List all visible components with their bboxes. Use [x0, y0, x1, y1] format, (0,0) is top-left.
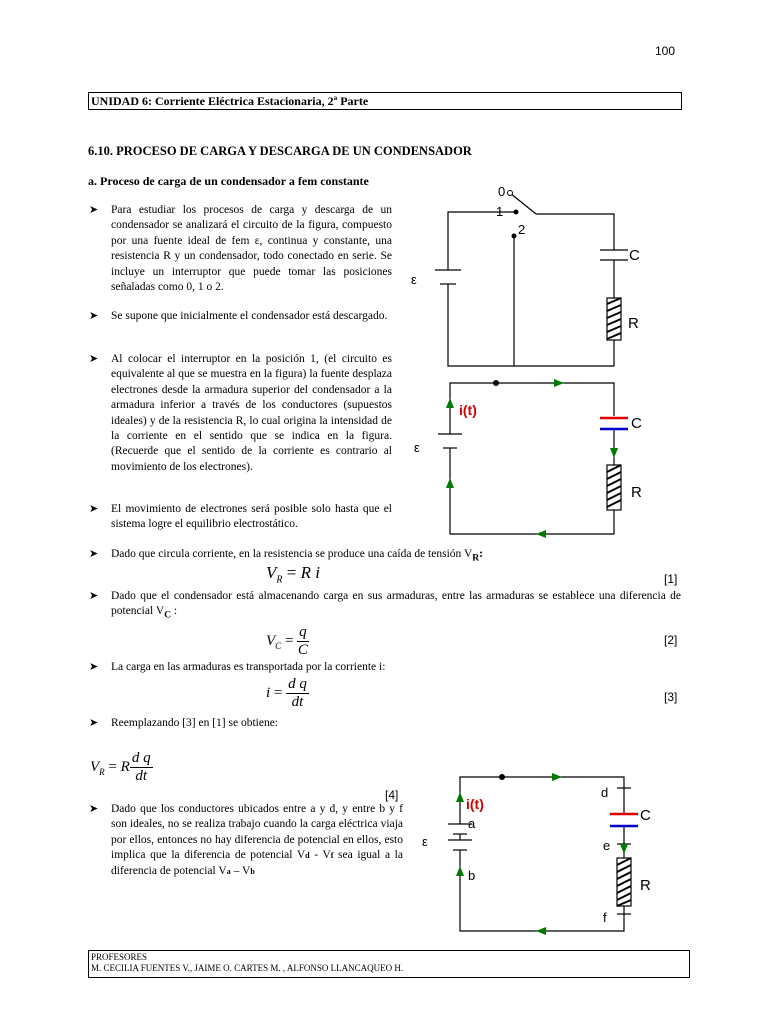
eq-symbol: =: [284, 632, 294, 649]
label-pos1: 1: [496, 204, 504, 219]
label-capacitor: C: [629, 247, 640, 264]
subscript: R: [472, 552, 480, 564]
equation-1-number: [1]: [664, 572, 678, 586]
label-a: a: [468, 816, 476, 831]
switch-contact-1: [514, 210, 519, 215]
bullet-4: [89, 502, 392, 533]
punct: :: [171, 605, 178, 618]
arrow-up-icon: [456, 792, 464, 802]
eq-symbol: R: [276, 574, 283, 586]
eq-symbol: =: [273, 684, 283, 701]
bullet-8: [89, 716, 681, 731]
eq-numerator: q: [299, 624, 307, 640]
switch-contact-2: [512, 234, 517, 239]
bullet-9: [89, 802, 403, 879]
label-d: d: [601, 785, 609, 800]
equation-3-number: [3]: [664, 690, 678, 704]
label-capacitor: C: [631, 415, 642, 432]
subscript: C: [164, 609, 172, 621]
arrow-up-icon: [456, 866, 464, 876]
label-f: f: [603, 910, 607, 925]
bullet-arrow-icon: ➤: [89, 353, 99, 365]
label-capacitor: C: [640, 807, 651, 824]
bullet-2: [89, 309, 392, 324]
arrow-right-icon: [554, 379, 564, 387]
label-emf: ε: [411, 272, 417, 287]
bullet-text: Dado que circula corriente, en la resistencia se produce una caída de tensión V: [111, 548, 473, 560]
wire: [448, 284, 614, 366]
eq-symbol: i: [266, 684, 271, 701]
eq-symbol: =: [108, 758, 117, 775]
subscript: a: [226, 866, 231, 876]
eq-denominator: C: [297, 642, 308, 658]
circuit-switch-figure: [400, 180, 690, 370]
text: sea igual a la diferencia de potencial V: [111, 849, 403, 877]
bullet-arrow-icon: ➤: [89, 661, 99, 673]
arrow-right-icon: [552, 773, 562, 781]
bullet-arrow-icon: ➤: [89, 310, 99, 322]
eq-symbol: R: [120, 758, 130, 775]
label-b: b: [468, 868, 476, 883]
wire: [460, 850, 624, 931]
circuit-charging-figure: [400, 372, 690, 542]
bullet-arrow-icon: ➤: [89, 204, 99, 216]
bullet-arrow-icon: ➤: [89, 717, 99, 729]
eq-symbol: V: [266, 632, 276, 649]
text: - V: [309, 849, 331, 862]
wire: [536, 214, 614, 250]
subsection-title: a. Proceso de carga de un condensador a fem constante: [88, 174, 369, 188]
label-current: i(t): [466, 796, 484, 812]
footer-line-1: PROFESORES: [91, 952, 148, 962]
bullet-arrow-icon: ➤: [89, 590, 99, 602]
bullet-text: La carga en las armaduras es transportada por la corriente i:: [111, 661, 386, 673]
wire: [512, 236, 514, 366]
label-emf: ε: [422, 834, 428, 849]
equation-4-number: [4]: [385, 788, 399, 802]
junction: [493, 380, 499, 386]
label-resistor: R: [631, 484, 642, 501]
eq-numerator: d q: [288, 676, 307, 692]
arrow-up-icon: [446, 398, 454, 408]
wire: [448, 212, 516, 270]
arrow-down-icon: [610, 448, 618, 458]
eq-symbol: R: [99, 766, 105, 777]
label-pos0: 0: [498, 184, 506, 199]
bullet-text: Reemplazando [3] en [1] se obtiene:: [111, 717, 279, 729]
section-title: 6.10. PROCESO DE CARGA Y DESCARGA DE UN CONDENSADOR: [88, 144, 472, 158]
bullet-6: [89, 589, 681, 623]
eq-numerator: d q: [131, 750, 151, 766]
bullet-text: Al colocar el interruptor en la posición 1, (el circuito es equivalente al que se muestra en la figura) la fuente desplaza electrones desde la armadura superior del condensador a la armadura inferior a través de los conductores (supuestos ideales) y de la resistencia R, lo cual origina la intensidad de la corriente en el sentido que se indica en la figura. (Recuerde que el sentido de la corriente es contrario al movimiento de los electrones).: [111, 353, 392, 473]
eq-symbol: =: [286, 563, 297, 582]
footer-line-2: M. CECILIA FUENTES V., JAIME O. CARTES M. , ALFONSO LLANCAQUEO H.: [91, 963, 404, 973]
unit-header: UNIDAD 6: Corriente Eléctrica Estacionaria, 2ª Parte: [88, 92, 682, 110]
bullet-arrow-icon: ➤: [89, 803, 99, 815]
eq-symbol: i: [315, 563, 320, 582]
text: – V: [233, 864, 251, 877]
bullet-1: [89, 203, 392, 295]
bullet-text: Para estudiar los procesos de carga y descarga de un condensador se analizará el circuito de la figura, compuesto por una fuente ideal de fem ε, continua y constante, una resistencia R y un condensador, todo conectado en serie. Se incluye un interruptor que puede tomar las posiciones señaladas como 0, 1 o 2.: [111, 204, 392, 294]
wire: [460, 777, 624, 816]
bullet-text: El movimiento de electrones será posible solo hasta que el sistema logre el equilibrio electrostático.: [111, 503, 392, 531]
equation-2: [266, 624, 309, 659]
bullet-7: [89, 660, 681, 675]
label-resistor: R: [640, 877, 651, 894]
bullet-arrow-icon: ➤: [89, 503, 99, 515]
subscript: b: [250, 866, 255, 876]
bullet-3: [89, 352, 392, 475]
label-resistor: R: [628, 315, 639, 332]
eq-denominator: dt: [291, 694, 304, 710]
equation-4: [90, 750, 153, 785]
bullet-text: Se supone que inicialmente el condensador está descargado.: [111, 310, 388, 322]
subscript: f: [330, 851, 334, 861]
eq-symbol: V: [90, 758, 100, 775]
equation-1: [266, 563, 320, 585]
equation-3: [266, 676, 309, 711]
bullet-text: Dado que el condensador está almacenando carga en sus armaduras, entre las armaduras se establece una diferencia de potencial V: [111, 590, 681, 618]
bullet-arrow-icon: ➤: [89, 548, 99, 560]
eq-symbol: R: [300, 563, 311, 582]
junction: [499, 774, 505, 780]
label-pos2: 2: [518, 222, 526, 237]
bullet-5: [89, 547, 681, 566]
footer-box: [88, 950, 690, 978]
punct: :: [479, 548, 484, 560]
label-e: e: [603, 838, 611, 853]
switch-contact-0: [508, 191, 513, 196]
eq-denominator: dt: [135, 768, 148, 784]
arrow-left-icon: [536, 927, 546, 935]
wire: [450, 448, 614, 534]
label-emf: ε: [414, 440, 420, 455]
bullet-text: Dado que los conductores ubicados entre a y d, y entre b y f son ideales, no se realiza trabajo cuando la carga eléctrica viaja por ellos, entonces no hay diferencia de potencial en ellos, esto implica que la diferencia de potencial V: [111, 803, 403, 862]
subscript: d: [305, 851, 310, 861]
arrow-down-icon: [620, 844, 628, 854]
arrow-up-icon: [446, 478, 454, 488]
circuit-nodes-figure: [400, 766, 690, 936]
arrow-left-icon: [536, 530, 546, 538]
equation-2-number: [2]: [664, 633, 678, 647]
eq-symbol: C: [275, 640, 282, 651]
label-current: i(t): [459, 402, 477, 418]
eq-symbol: V: [266, 563, 277, 582]
page-number: 100: [655, 44, 676, 58]
